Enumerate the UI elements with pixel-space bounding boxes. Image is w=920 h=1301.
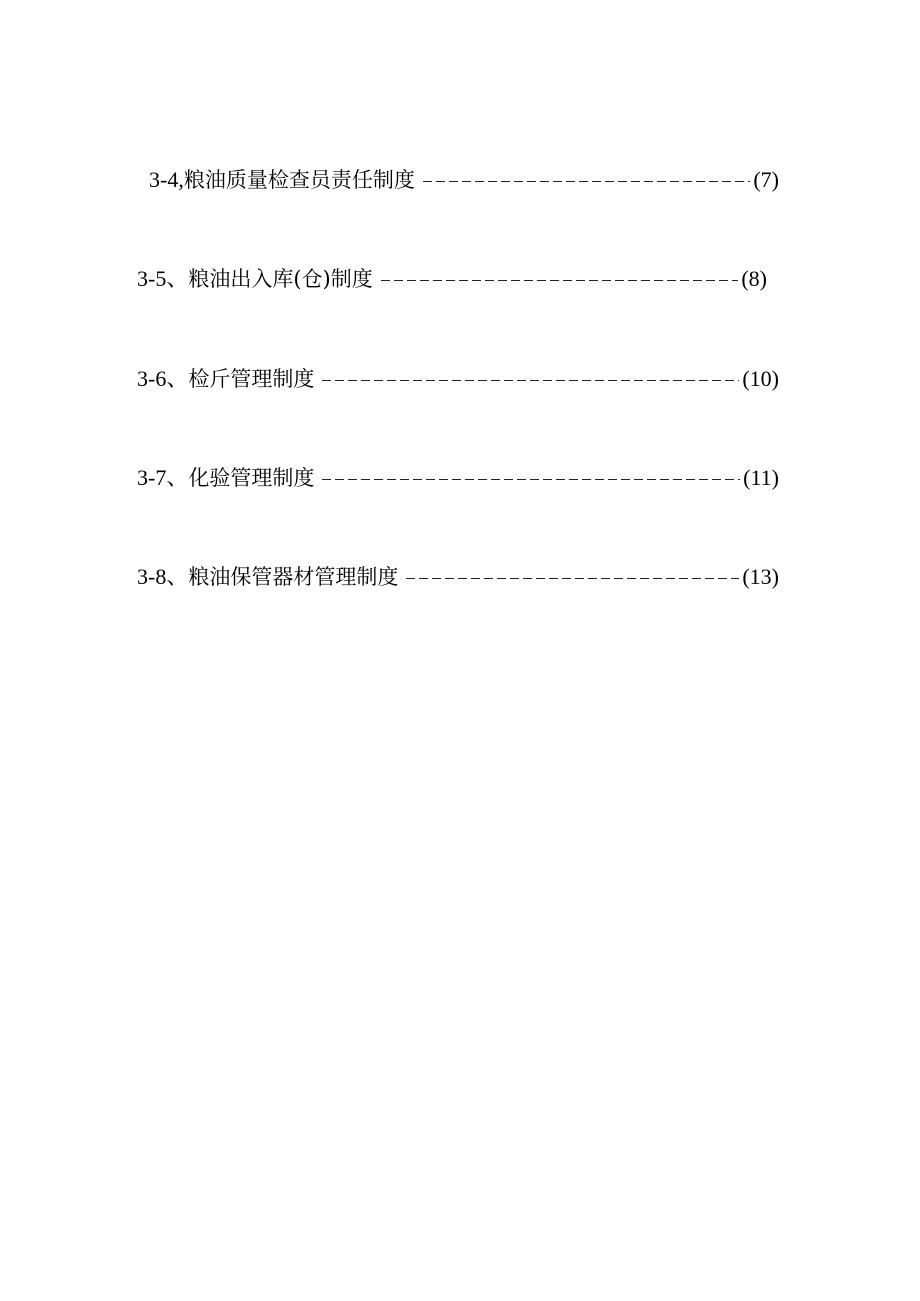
toc-entry <box>137 562 779 592</box>
toc-leader-line <box>423 181 751 182</box>
toc-entry <box>137 264 767 294</box>
toc-entry-page: (8) <box>741 266 767 291</box>
toc-entry-title <box>137 264 373 294</box>
toc-entry <box>137 463 779 493</box>
toc-entry-number: 3-8、 <box>137 564 189 589</box>
toc-leader-line <box>322 380 739 381</box>
toc-entry-title <box>137 562 398 592</box>
toc-entry-text: 粮油质量检查员责任制度 <box>183 168 415 192</box>
toc-entry-text: 粮油出入库(仓)制度 <box>188 267 373 291</box>
toc-entry <box>137 364 779 394</box>
toc-entry-number: 3-5、 <box>137 266 189 291</box>
toc-entry <box>149 165 779 195</box>
toc-entry-page: (13) <box>742 564 779 589</box>
toc-entry-page: (10) <box>742 366 779 391</box>
toc-entry-number: 3-7、 <box>137 465 189 490</box>
toc-entry-page: (7) <box>753 167 779 192</box>
toc-leader-line <box>322 479 740 480</box>
toc-entry-text: 粮油保管器材管理制度 <box>188 565 399 589</box>
toc-entry-page: (11) <box>743 465 779 490</box>
toc-leader-line <box>381 280 739 281</box>
toc-entry-title <box>149 165 415 195</box>
toc-entry-title <box>137 463 314 493</box>
toc-leader-line <box>406 578 739 579</box>
toc-entry-number: 3-4, <box>149 167 184 192</box>
toc-entry-number: 3-6、 <box>137 366 189 391</box>
toc-entry-text: 检斤管理制度 <box>188 367 315 391</box>
toc-entry-title <box>137 364 314 394</box>
toc-entry-text: 化验管理制度 <box>188 466 315 490</box>
